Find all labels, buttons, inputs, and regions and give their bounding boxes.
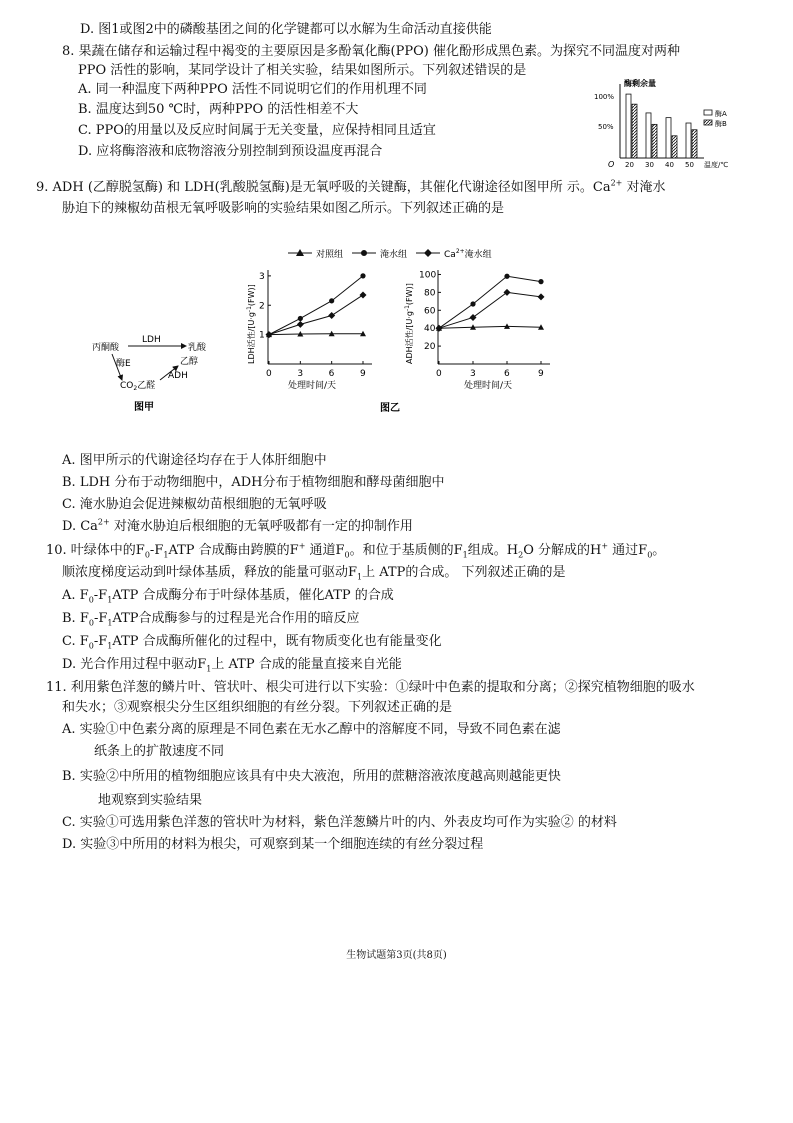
ldh-xtick-6: 6 [328, 369, 335, 379]
adh-xtick-6: 6 [504, 369, 510, 379]
ldh-point-s1-x6 [329, 298, 334, 303]
pathway-co2: $CO_2$乙醛 [120, 381, 156, 392]
fig8-xtick-50: 50 [685, 161, 694, 169]
ldh-point-s1-x3 [298, 316, 303, 321]
bar-酶B-20 [632, 104, 637, 158]
ldh-xtick-9: 9 [360, 369, 366, 379]
legend-flood: 淹水组 [380, 250, 408, 260]
adh-point-s2-x9 [538, 293, 545, 300]
pathway-adh: ADH [168, 371, 188, 381]
q11-option-a-line1: A. 实验①中色素分离的原理是不同色素在无水乙醇中的溶解度不同，导致不同色素在滤 [62, 722, 561, 737]
q11-stem-line1: 11. 利用紫色洋葱的鳞片叶、管状叶、根尖可进行以下实验：①绿叶中色素的提取和分离；②探究植物细胞的吸水 [46, 680, 695, 695]
pathway-diagram [90, 326, 240, 416]
q10-option-b: B. $F_0-F_1ATP$合成酶参与的过程是光合作用的暗反应 [62, 611, 360, 628]
adh-xtick-0: 0 [436, 369, 442, 379]
q10-stem-line2: 顺浓度梯度运动到叶绿体基质，释放的能量可驱动$F_1$上 ATP的合成。 下列叙述正确的是 [62, 565, 566, 582]
fig8-origin: O [608, 160, 615, 169]
adh-ytick-60: 60 [424, 306, 436, 317]
q9-stem-line1 [36, 180, 666, 196]
q9-stem1b: 对淹水 [622, 180, 666, 195]
bar-酶B-40 [672, 136, 677, 158]
ldh-series-line-2 [269, 295, 363, 335]
fig8-legend-b-swatch [704, 120, 712, 125]
adh-point-s1-x6 [504, 274, 509, 279]
q10-stem-line1: 10. 叶绿体中的$F_0-F_1ATP$ 合成酶由跨膜的F+ 通道$F_0$。和位于基质侧的$F_1$组成。$H_2O$ 分解成的H+ 通过$F_0$。 [46, 541, 666, 560]
adh-ytick-40: 40 [424, 324, 436, 335]
ldh-ylabel: LDH活性$/[U\cdot g^{-1}(FW)]$ [246, 284, 256, 364]
ldh-xlabel: 处理时间/天 [288, 381, 337, 391]
ldh-ytick-3: 3 [259, 271, 265, 282]
page-footer: 生物试题第3页(共8页) [346, 950, 447, 961]
fig8-xtick-30: 30 [645, 161, 654, 169]
q8-option-a: A. 同一种温度下两种PPO 活性不同说明它们的作用机理不同 [78, 82, 427, 97]
q8-option-d: D. 应将酶溶液和底物溶液分别控制到预设温度再混合 [78, 144, 383, 159]
bar-酶A-20 [626, 94, 631, 158]
fig8-legend-a: 酶A [715, 110, 727, 118]
q11-option-d: D. 实验③中所用的材料为根尖，可观察到某一个细胞连续的有丝分裂过程 [62, 837, 484, 852]
bar-酶A-50 [686, 123, 691, 158]
adh-xtick-9: 9 [538, 369, 544, 379]
q10-option-d: D. 光合作用过程中驱动$F_1$上 ATP 合成的能量直接来自光能 [62, 657, 402, 674]
q11-stem-line2: 和失水；③观察根尖分生区组织细胞的有丝分裂。下列叙述正确的是 [62, 700, 453, 715]
adh-ytick-20: 20 [424, 342, 436, 353]
adh-ytick-100: 100 [419, 270, 437, 281]
adh-point-s1-x3 [470, 301, 475, 306]
q8-bar-chart [592, 76, 742, 172]
adh-series-line-0 [439, 326, 541, 328]
fig8-xtick-20: 20 [625, 161, 634, 169]
q8-stem-line1: 8. 果蔬在储存和运输过程中褐变的主要原因是多酚氧化酶(PPO) 催化酚形成黑色素。为探究不同温度对两种 [62, 44, 680, 59]
q10-option-a: A. $F_0-F_1ATP$ 合成酶分布于叶绿体基质，催化ATP 的合成 [62, 588, 394, 605]
legend-ca-flood: $Ca^{2+}$淹水组 [444, 248, 492, 260]
q7-option-d: D. 图1或图2中的磷酸基团之间的化学键都可以水解为生命活动直接供能 [80, 22, 492, 37]
adh-ylabel: ADH活性$/[U\cdot g^{-1}(FW)]$ [404, 283, 414, 364]
adh-series-line-1 [439, 276, 541, 328]
q11-option-b-line1: B. 实验②中所用的植物细胞应该具有中央大液泡，所用的蔗糖溶液浓度越高则越能更快 [62, 769, 561, 784]
ldh-ytick-2: 2 [259, 301, 265, 312]
pathway-enzyme-e: 酶E [116, 359, 131, 369]
ldh-point-s1-x9 [360, 273, 365, 278]
q11-option-c: C. 实验①可选用紫色洋葱的管状叶为材料，紫色洋葱鳞片叶的内、外表皮均可作为实验② 的材料 [62, 815, 617, 830]
fig8-xlabel: 温度/℃ [704, 161, 729, 169]
fig8-xtick-40: 40 [665, 161, 674, 169]
adh-point-s2-x3 [470, 314, 477, 321]
q11-option-a-line2: 纸条上的扩散速度不同 [94, 744, 225, 759]
fig-yi-charts [240, 242, 570, 417]
ldh-ytick-1: 1 [259, 330, 265, 341]
adh-ytick-80: 80 [424, 288, 436, 299]
pathway-ldh: LDH [142, 335, 161, 345]
legend-control: 对照组 [316, 250, 344, 260]
fig8-legend-b: 酶B [715, 120, 727, 128]
q8-option-b: B. 温度达到50 ℃时，两种PPO 的活性相差不大 [78, 102, 359, 117]
ldh-point-s2-x9 [360, 291, 367, 298]
fig-yi-caption: 图乙 [380, 403, 400, 414]
ldh-series-line-0 [269, 334, 363, 335]
bar-酶B-50 [692, 130, 697, 158]
ldh-series-line-1 [269, 276, 363, 335]
q9-stem-line2: 胁迫下的辣椒幼苗根无氧呼吸影响的实验结果如图乙所示。下列叙述正确的是 [62, 201, 505, 216]
q8-option-c: C. PPO的用量以及反应时间属于无关变量，应保持相同且适宜 [78, 123, 436, 138]
fig-yi-legend [288, 248, 492, 260]
q9-option-d: D. $Ca^{2+}$ 对淹水胁迫后根细胞的无氧呼吸都有一定的抑制作用 [62, 517, 413, 534]
q11-option-b-line2: 地观察到实验结果 [98, 793, 203, 808]
q9-option-c: C. 淹水胁迫会促进辣椒幼苗根细胞的无氧呼吸 [62, 497, 327, 512]
ldh-xtick-3: 3 [297, 369, 304, 379]
adh-point-s1-x9 [538, 279, 543, 284]
fig8-y100: 100% [594, 93, 615, 101]
ldh-point-s2-x3 [297, 321, 304, 328]
ldh-point-s2-x6 [328, 312, 335, 319]
fig8-legend-a-swatch [704, 110, 712, 115]
fig8-y50: 50% [598, 123, 614, 131]
q10-option-c: C. $F_0-F_1ATP$ 合成酶所催化的过程中，既有物质变化也有能量变化 [62, 634, 442, 651]
q9-stem1a: 9. ADH (乙醇脱氢酶) 和 LDH(乳酸脱氢酶)是无氧呼吸的关键酶，其催化代谢途径如图甲所 示。Ca [36, 180, 611, 195]
bar-酶A-30 [646, 113, 651, 158]
q9-option-a: A. 图甲所示的代谢途径均存在于人体肝细胞中 [62, 453, 327, 468]
bar-酶B-30 [652, 124, 657, 158]
bar-酶A-40 [666, 118, 671, 158]
fig8-ylabel: 酶剩余量 [624, 79, 656, 88]
adh-point-s2-x6 [504, 289, 511, 296]
pathway-lactate: 乳酸 [188, 343, 207, 353]
pathway-ethanol: 乙醇 [180, 357, 199, 367]
q9-stem1-sup: 2+ [610, 178, 623, 188]
pathway-pyruvate: 丙酮酸 [92, 343, 120, 353]
ldh-xtick-0: 0 [266, 369, 272, 379]
q9-option-b: B. LDH 分布于动物细胞中，ADH分布于植物细胞和酵母菌细胞中 [62, 475, 445, 490]
adh-series-line-2 [439, 292, 541, 328]
q8-stem-line2: PPO 活性的影响，某同学设计了相关实验，结果如图所示。下列叙述错误的是 [78, 63, 527, 78]
adh-xlabel: 处理时间/天 [464, 381, 513, 391]
adh-xtick-3: 3 [470, 369, 476, 379]
pathway-caption: 图甲 [134, 402, 154, 413]
